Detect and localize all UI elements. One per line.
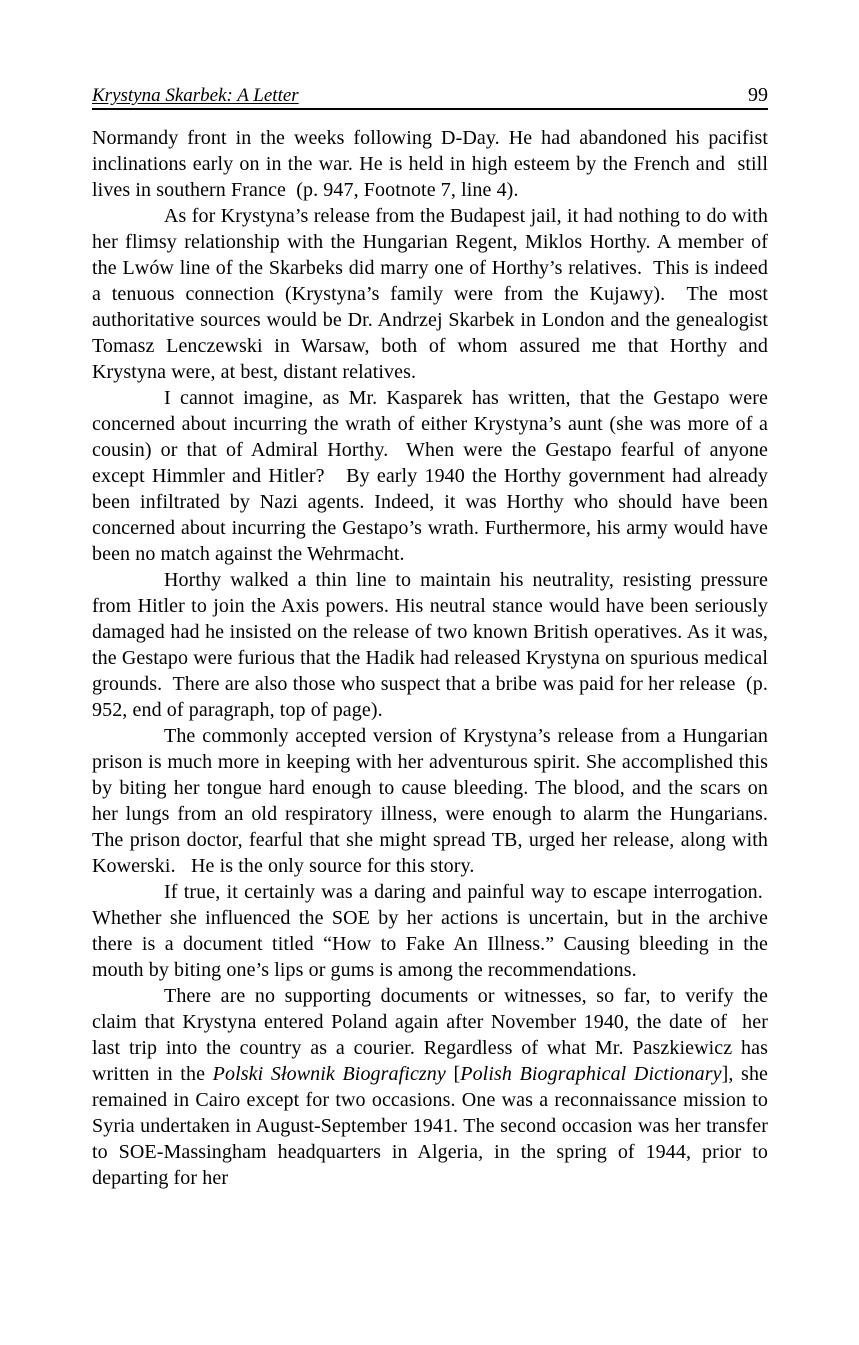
text-segment: [ xyxy=(445,1063,461,1085)
italic-text-segment: Polski Słownik Biograficzny xyxy=(212,1063,446,1085)
paragraph-6 xyxy=(92,879,768,983)
text-segment: There are no supporting documents or witnesses, so far, to verify the claim that Krystyna entered Poland again after November 1940, the date of her last trip into the country as a courier. Regardless of what Mr. Paszkiewicz has written in the xyxy=(92,985,768,1085)
text-segment: As for Krystyna’s release from the Budapest jail, it had nothing to do with her flimsy relationship with the Hungarian Regent, Miklos Horthy. A member of the Lwów line of the Skarbeks did marry one of Horthy’s relatives. This is indeed a tenuous connection (Krystyna’s family were from the Kujawy). The most authoritative sources would be Dr. Andrzej Skarbek in London and the genealogist Tomasz Lenczewski in Warsaw, both of whom assured me that Horthy and Krystyna were, at best, distant relatives. xyxy=(92,205,768,383)
text-segment: ], she remained in Cairo except for two occasions. One was a reconnaissance mission to Syria undertaken in August-September 1941. The second occasion was her transfer to SOE-Massingham headquarters in Algeria, in the spring of 1944, prior to departing for her xyxy=(92,1063,769,1189)
text-segment: I cannot imagine, as Mr. Kasparek has written, that the Gestapo were concerned about incurring the wrath of either Krystyna’s aunt (she was more of a cousin) or that of Admiral Horthy. When were the Gestapo fearful of anyone except Himmler and Hitler? By early 1940 the Horthy government had already been infiltrated by Nazi agents. Indeed, it was Horthy who should have been concerned about incurring the Gestapo’s wrath. Furthermore, his army would have been no match against the Wehrmacht. xyxy=(92,387,768,565)
paragraph-5 xyxy=(92,723,768,879)
text-segment: Horthy walked a thin line to maintain his neutrality, resisting pressure from Hitler to join the Axis powers. His neutral stance would have been seriously damaged had he insisted on the release of two known British operatives. As it was, the Gestapo were furious that the Hadik had released Krystyna on spurious medical grounds. There are also those who suspect that a bribe was paid for her release (p. 952, end of paragraph, top of page). xyxy=(92,569,768,721)
text-segment: If true, it certainly was a daring and painful way to escape interrogation. Whether she influenced the SOE by her actions is uncertain, but in the archive there is a document titled “How to Fake An Illness.” Causing bleeding in the mouth by biting one’s lips or gums is among the recommendations. xyxy=(92,881,768,981)
page-number: 99 xyxy=(748,84,768,106)
page-header xyxy=(92,84,768,110)
italic-text-segment: Polish Biographical Dictionary xyxy=(460,1063,722,1085)
running-title: Krystyna Skarbek: A Letter xyxy=(92,85,299,106)
paragraph-2 xyxy=(92,203,768,385)
paragraph-3 xyxy=(92,385,768,567)
paragraph-1 xyxy=(92,125,768,203)
paragraph-7 xyxy=(92,983,768,1191)
text-segment: Normandy front in the weeks following D-Day. He had abandoned his pacifist inclinations early on in the war. He is held in high esteem by the French and still lives in southern France (p. 947, Footnote 7, line 4). xyxy=(92,127,768,201)
page-body xyxy=(92,125,768,1191)
paragraph-4 xyxy=(92,567,768,723)
text-segment: The commonly accepted version of Krystyna’s release from a Hungarian prison is much more in keeping with her adventurous spirit. She accomplished this by biting her tongue hard enough to cause bleeding. The blood, and the scars on her lungs from an old respiratory illness, were enough to alarm the Hungarians. The prison doctor, fearful that she might spread TB, urged her release, along with Kowerski. He is the only source for this story. xyxy=(92,725,768,877)
